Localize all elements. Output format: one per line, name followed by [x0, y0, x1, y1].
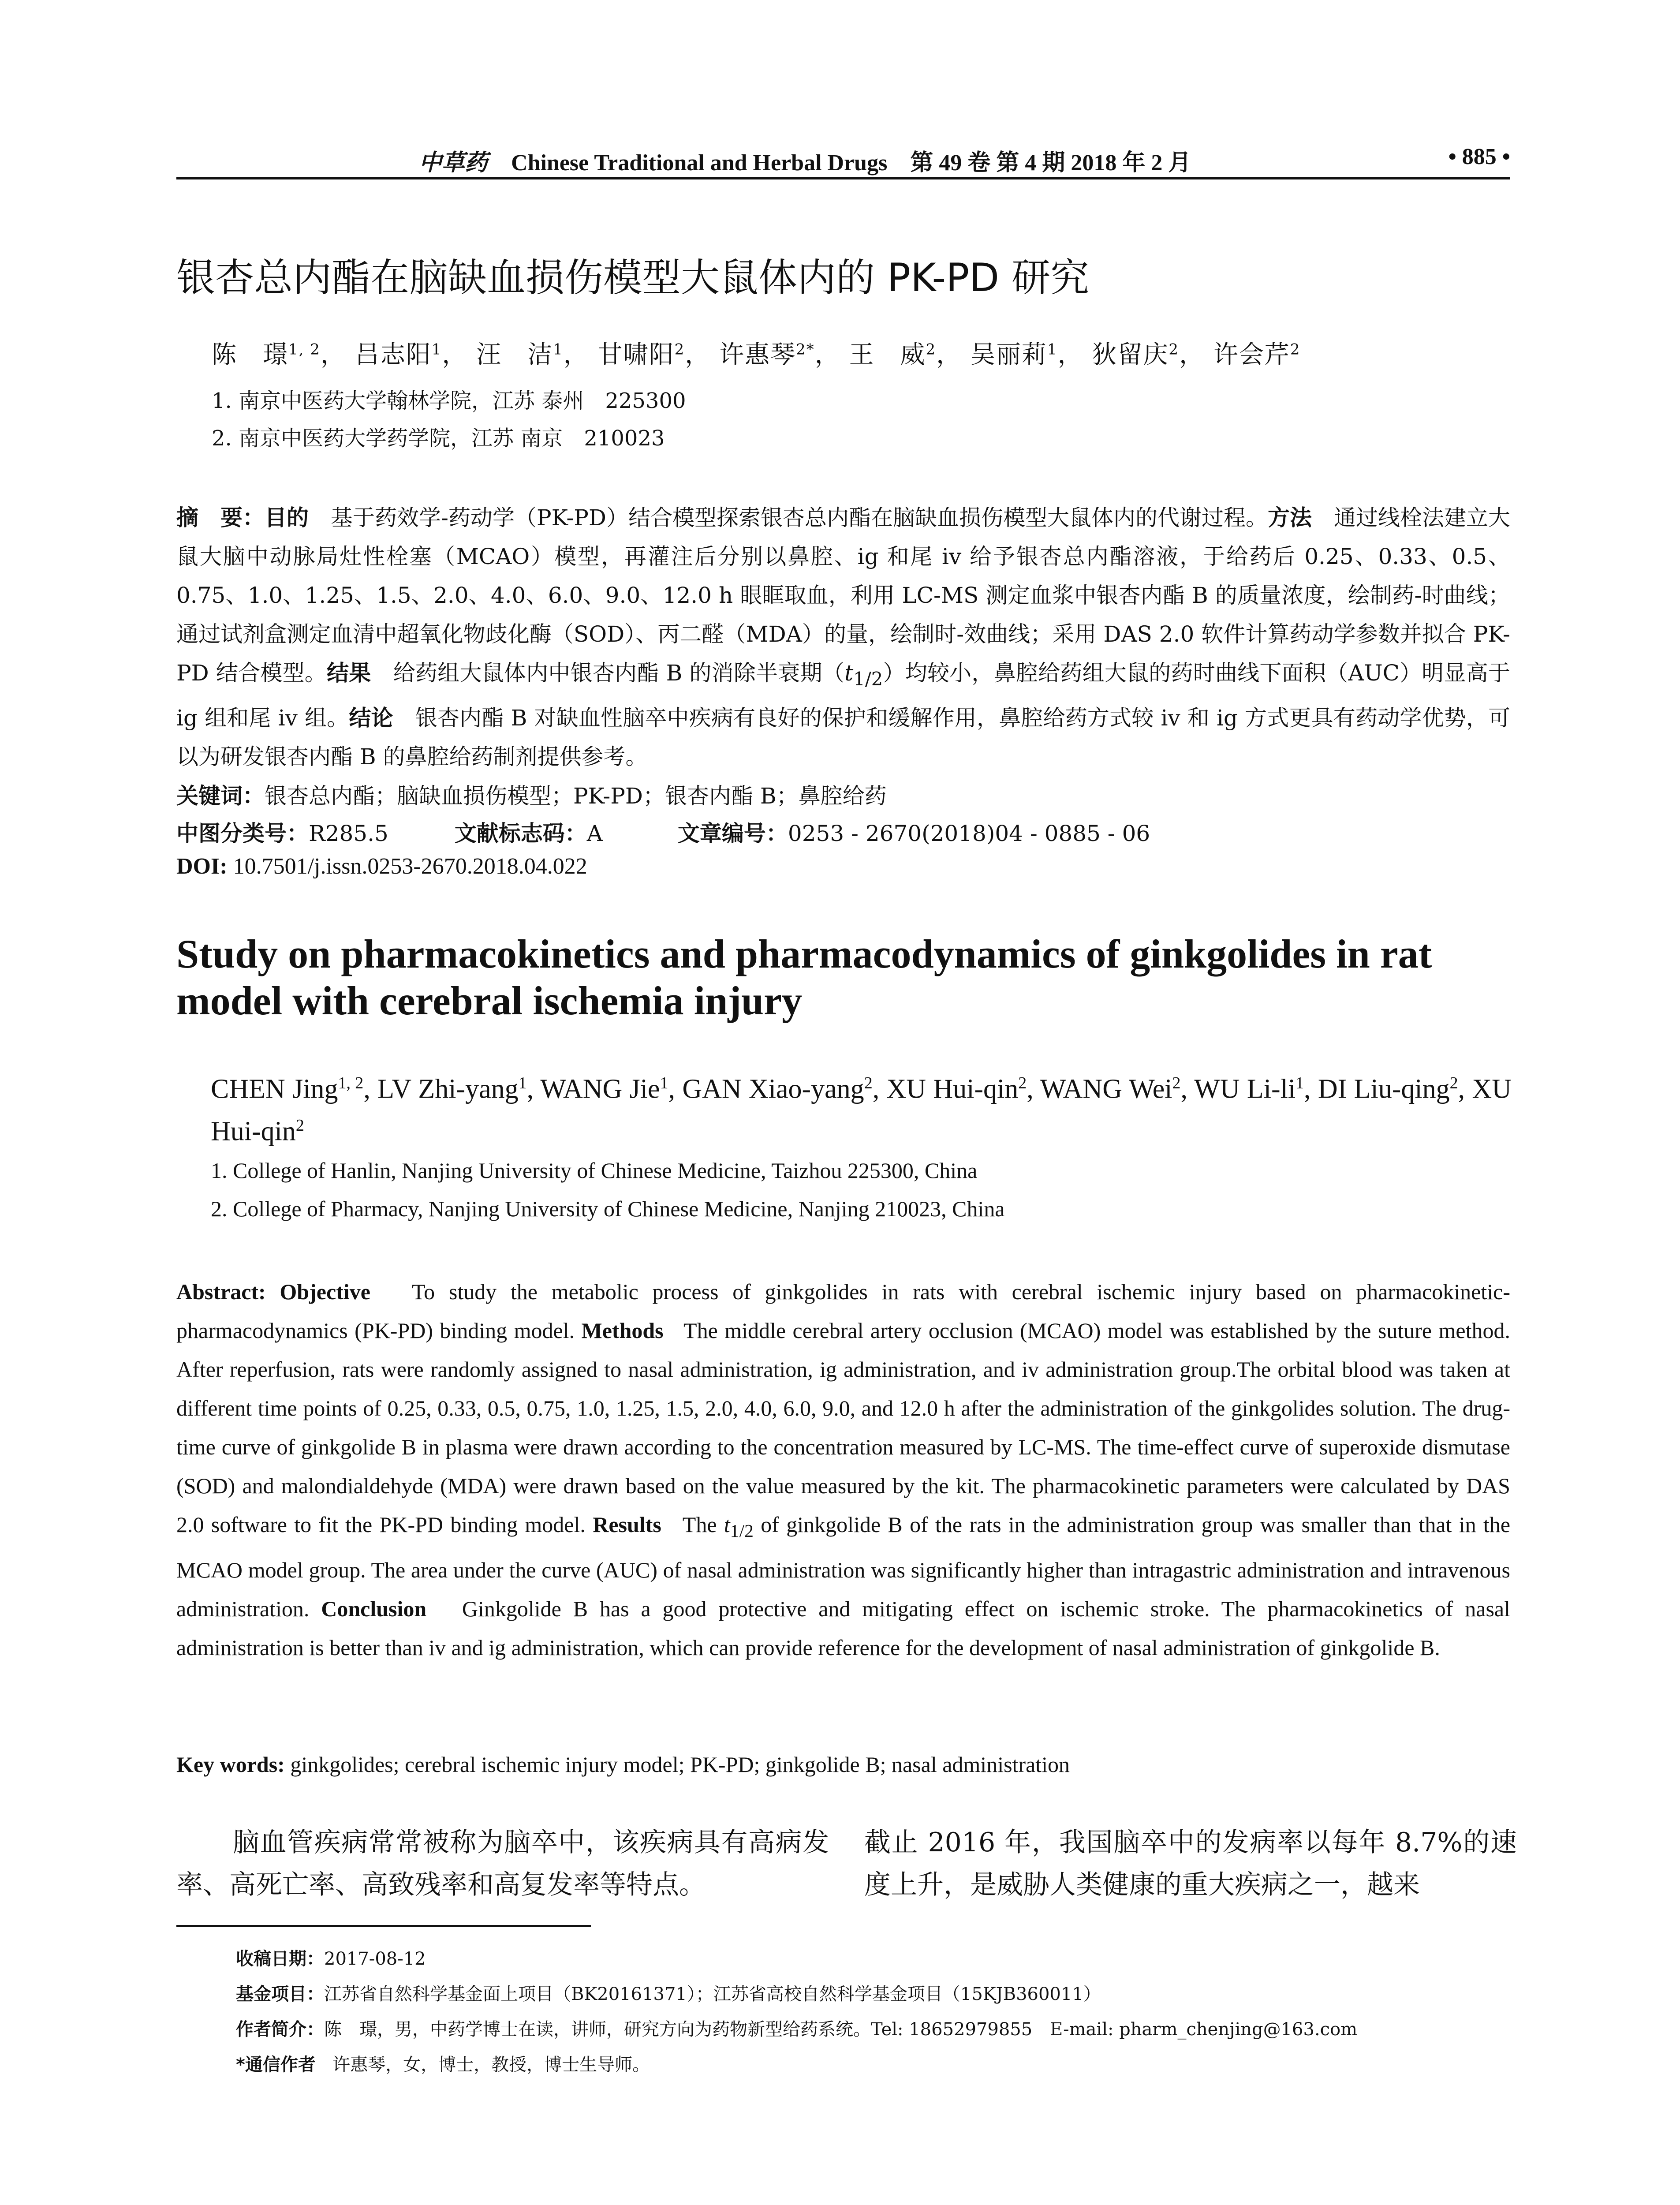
author-affiliation-mark: 1 — [518, 1074, 527, 1092]
results-text: 给药组大鼠体内中银杏内酯 B 的消除半衰期（ — [393, 660, 845, 686]
article-number-label: 文章编号： — [677, 821, 788, 846]
author-affiliation-mark: 2 — [674, 340, 685, 359]
keywords-text: 银杏总内酯；脑缺血损伤模型；PK-PD；银杏内酯 B；鼻腔给药 — [265, 783, 887, 809]
results-label: Results — [593, 1512, 661, 1537]
author-affiliation-mark: 2 — [864, 1074, 873, 1092]
clc-value: R285.5 — [309, 821, 388, 846]
footnote-rule — [176, 1925, 591, 1927]
author-name: CHEN Jing — [211, 1074, 338, 1104]
methods-label: Methods — [581, 1318, 664, 1343]
affiliation-cn-1: 1. 南京中医药大学翰林学院，江苏 泰州 225300 — [212, 389, 686, 413]
abstract-objective-label: Abstract: Objective — [176, 1279, 370, 1304]
footnote-label: 收稿日期： — [236, 1949, 324, 1969]
abstract-label: 摘 要： — [176, 505, 265, 531]
footnote-funding — [236, 1980, 1101, 2005]
author-affiliation-mark: 1 — [1047, 340, 1058, 359]
author-affiliation-mark: 2 — [1018, 1074, 1027, 1092]
author-name: 陈 璟 — [212, 340, 288, 369]
author-name: 狄留庆 — [1092, 340, 1169, 369]
page-number: • 885 • — [1448, 144, 1510, 169]
body-column-right: 截止 2016 年，我国脑卒中的发病率以每年 8.7%的速度上升，是威胁人类健康的重大疾病之一，越来 — [864, 1827, 1517, 1900]
author-name: LV Zhi-yang — [377, 1074, 519, 1104]
keywords-text: ginkgolides; cerebral ischemic injury model; PK-PD; ginkgolide B; nasal administration — [290, 1752, 1070, 1777]
author-affiliation-mark: 1 — [431, 340, 442, 359]
half-life-symbol: t — [724, 1512, 730, 1537]
running-header — [176, 140, 1510, 176]
affiliation-en-1: 1. College of Hanlin, Nanjing University of Chinese Medicine, Taizhou 225300, China — [211, 1158, 978, 1183]
doc-code-label: 文献标志码： — [454, 821, 587, 846]
author-name: 甘啸阳 — [597, 340, 675, 369]
footnote-received — [236, 1945, 426, 1970]
journal-info: Chinese Traditional and Herbal Drugs 第 49 卷 第 4 期 2018 年 2 月 — [511, 150, 1191, 176]
methods-text: The middle cerebral artery occlusion (MCAO) model was established by the suture method. After reperfusion, rats were randomly assigned to nasal administration, ig administration, and iv administration group.The orbital blood was taken at different time points of 0.25, 0.33, 0.5, 0.75, 1.0, 1.25, 1.5, 2.0, 4.0, 6.0, 9.0, and 12.0 h after the administration of the ginkgolides solution. The drug-time curve of ginkgolide B in plasma were drawn according to the concentration measured by LC-MS. The time-effect curve of superoxide dismutase (SOD) and malondialdehyde (MDA) were drawn based on the value measured by the kit. The pharmacokinetic parameters were calculated by DAS 2.0 software to fit the PK-PD binding model. — [176, 1318, 1510, 1537]
affiliation-cn-2: 2. 南京中医药大学药学院，江苏 南京 210023 — [212, 426, 665, 451]
affiliation-en-2: 2. College of Pharmacy, Nanjing University of Chinese Medicine, Nanjing 210023, China — [211, 1196, 1005, 1221]
author-name: 王 威 — [849, 340, 926, 369]
author-name: 许惠琴 — [719, 340, 796, 369]
author-name: GAN Xiao-yang — [682, 1074, 864, 1104]
methods-label: 方法 — [1268, 505, 1312, 531]
author-affiliation-mark: 2 — [1172, 1074, 1181, 1092]
results-label: 结果 — [327, 660, 371, 686]
half-life-subscript: 1/2 — [853, 668, 883, 690]
journal-header — [419, 144, 1191, 177]
chinese-title: 银杏总内酯在脑缺血损伤模型大鼠体内的 PK-PD 研究 — [176, 255, 1090, 300]
author-affiliation-mark: 2 — [1169, 340, 1180, 359]
author-affiliation-mark: 2* — [796, 340, 815, 359]
footnote-label: 基金项目： — [236, 1984, 324, 2004]
keywords-cn — [176, 778, 887, 810]
english-title: Study on pharmacokinetics and pharmacodynamics of ginkgolides in rat model with cerebral ischemia injury — [176, 931, 1432, 1023]
author-affiliation-mark: 1 — [1295, 1074, 1304, 1092]
author-affiliation-mark: 2 — [1449, 1074, 1458, 1092]
author-name: WANG Wei — [1040, 1074, 1172, 1104]
journal-logo: 中草药 — [419, 149, 488, 176]
conclusion-label: 结论 — [349, 705, 393, 731]
keywords-label: Key words: — [176, 1752, 285, 1777]
methods-text: 通过线栓法建立大鼠大脑中动脉局灶性栓塞（MCAO）模型，再灌注后分别以鼻腔、ig 和尾 iv 给予银杏总内酯溶液，于给药后 0.25、0.33、0.5、0.75、1.0、1.25、1.5、2.0、4.0、6.0、9.0、12.0 h 眼眶取血，利用 LC-MS 测定血浆中银杏内酯 B 的质量浓度，绘制药-时曲线；通过试剂盒测定血清中超氧化物歧化酶（SOD）、丙二醛（MDA）的量，绘制时-效曲线；采用 DAS 2.0 软件计算药动学参数并拟合 PK-PD 结合模型。 — [176, 505, 1511, 686]
chinese-abstract — [176, 498, 1510, 776]
keywords-en — [176, 1752, 1070, 1777]
author-affiliation-mark: 1 — [553, 340, 564, 359]
english-authors: CHEN Jing$^{1, 2}$, LV Zhi-yang$^1$, WANG Jie$^1$, GAN Xiao-yang$^2$, XU Hui-qin$^2$, WANG Wei$^2$, WU $Li-li^1$, DI Liu-qing$^2$, XU Hui-qin$^2$ — [211, 1074, 1512, 1147]
objective-label: 目的 — [265, 505, 309, 531]
clc-label: 中图分类号： — [176, 821, 309, 846]
doc-code-value: A — [586, 821, 603, 846]
author-name: WANG Jie — [540, 1074, 660, 1104]
chinese-authors: 陈 璟$^{1, 2}$， 吕志阳$^1$， 汪 洁$^1$， 甘啸阳$^2$， 许惠琴$^{2*}$， 王 威$^2$， 吴丽莉$^1$， 狄留庆$^2$， 许会芹$^2$ — [212, 340, 1301, 369]
classification-line — [176, 816, 1150, 848]
doi-label: DOI: — [176, 854, 228, 879]
objective-text: 基于药效学-药动学（PK-PD）结合模型探索银杏总内酯在脑缺血损伤模型大鼠体内的代谢过程。 — [331, 505, 1268, 531]
author-affiliation-mark: 1 — [660, 1074, 668, 1092]
author-name: 吴丽莉 — [970, 340, 1047, 369]
footnote-corresponding-author — [236, 2051, 650, 2076]
author-affiliation-mark: 1, 2 — [338, 1074, 364, 1092]
author-name: 汪 洁 — [476, 340, 553, 369]
results-text-cont: of ginkgolide B of the rats in the administration group was smaller than that in the MCAO model group. The area under the curve (AUC) of nasal administration was significantly higher than intragastric administration and intravenous administration. — [176, 1512, 1511, 1621]
author-name: 许会芹 — [1213, 340, 1290, 369]
doi-line — [176, 853, 587, 879]
results-text-cont: ）均较小，鼻腔给药组大鼠的药时曲线下面积（AUC）明显高于 ig 组和尾 iv 组。 — [176, 660, 1510, 731]
doi-link[interactable]: 10.7501/j.issn.0253-2670.2018.04.022 — [233, 854, 587, 879]
footnote-text: 江苏省自然科学基金面上项目（BK20161371）；江苏省高校自然科学基金项目（15KJB360011） — [324, 1984, 1101, 2004]
conclusion-text: 银杏内酯 B 对缺血性脑卒中疾病有良好的保护和缓解作用，鼻腔给药方式较 iv 和 ig 方式更具有药动学优势，可以为研发银杏内酯 B 的鼻腔给药制剂提供参考。 — [176, 705, 1511, 770]
results-text: The — [682, 1512, 717, 1537]
footnote-label: 作者简介： — [236, 2019, 324, 2040]
half-life-symbol: t — [844, 660, 854, 686]
author-name: 吕志阳 — [355, 340, 432, 369]
author-affiliation-mark: 1, 2 — [288, 340, 321, 359]
half-life-subscript: 1/2 — [730, 1521, 754, 1541]
article-number-value: 0253 - 2670(2018)04 - 0885 - 06 — [788, 821, 1150, 846]
conclusion-label: Conclusion — [321, 1596, 427, 1621]
footnote-text: 陈 璟，男，中药学博士在读，讲师，研究方向为药物新型给药系统。Tel: 18652979855 E-mail: pharm_chenjing@163.com — [324, 2019, 1358, 2040]
author-name: WU Li-li — [1194, 1074, 1296, 1104]
author-name: DI Liu-qing — [1318, 1074, 1450, 1104]
footnote-text: 2017-08-12 — [324, 1949, 426, 1969]
body-column-left: 脑血管疾病常常被称为脑卒中，该疾病具有高病发率、高死亡率、高致残率和高复发率等特点。 — [176, 1827, 829, 1900]
conclusion-text: Ginkgolide B has a good protective and mitigating effect on ischemic stroke. The pharmacokinetics of nasal administration is better than iv and ig administration, which can provide reference for the development of nasal administration of ginkgolide B. — [176, 1596, 1511, 1660]
english-abstract — [176, 1272, 1510, 1667]
header-rule — [176, 177, 1510, 179]
author-affiliation-mark: 2 — [295, 1116, 304, 1135]
author-name: XU Hui-qin — [211, 1074, 1512, 1147]
footnote-text: 许惠琴，女，博士，教授，博士生导师。 — [332, 2055, 650, 2075]
objective-text: To study the metabolic process of ginkgolides in rats with cerebral ischemic injury based on pharmacokinetic-pharmacodynamics (PK-PD) binding model. — [176, 1279, 1510, 1343]
footnote-author-bio — [236, 2015, 1357, 2041]
author-affiliation-mark: 2 — [926, 340, 937, 359]
keywords-label: 关键词： — [176, 783, 265, 809]
author-name: XU Hui-qin — [886, 1074, 1019, 1104]
author-affiliation-mark: 2 — [1290, 340, 1301, 359]
footnote-label: *通信作者 — [236, 2055, 316, 2075]
